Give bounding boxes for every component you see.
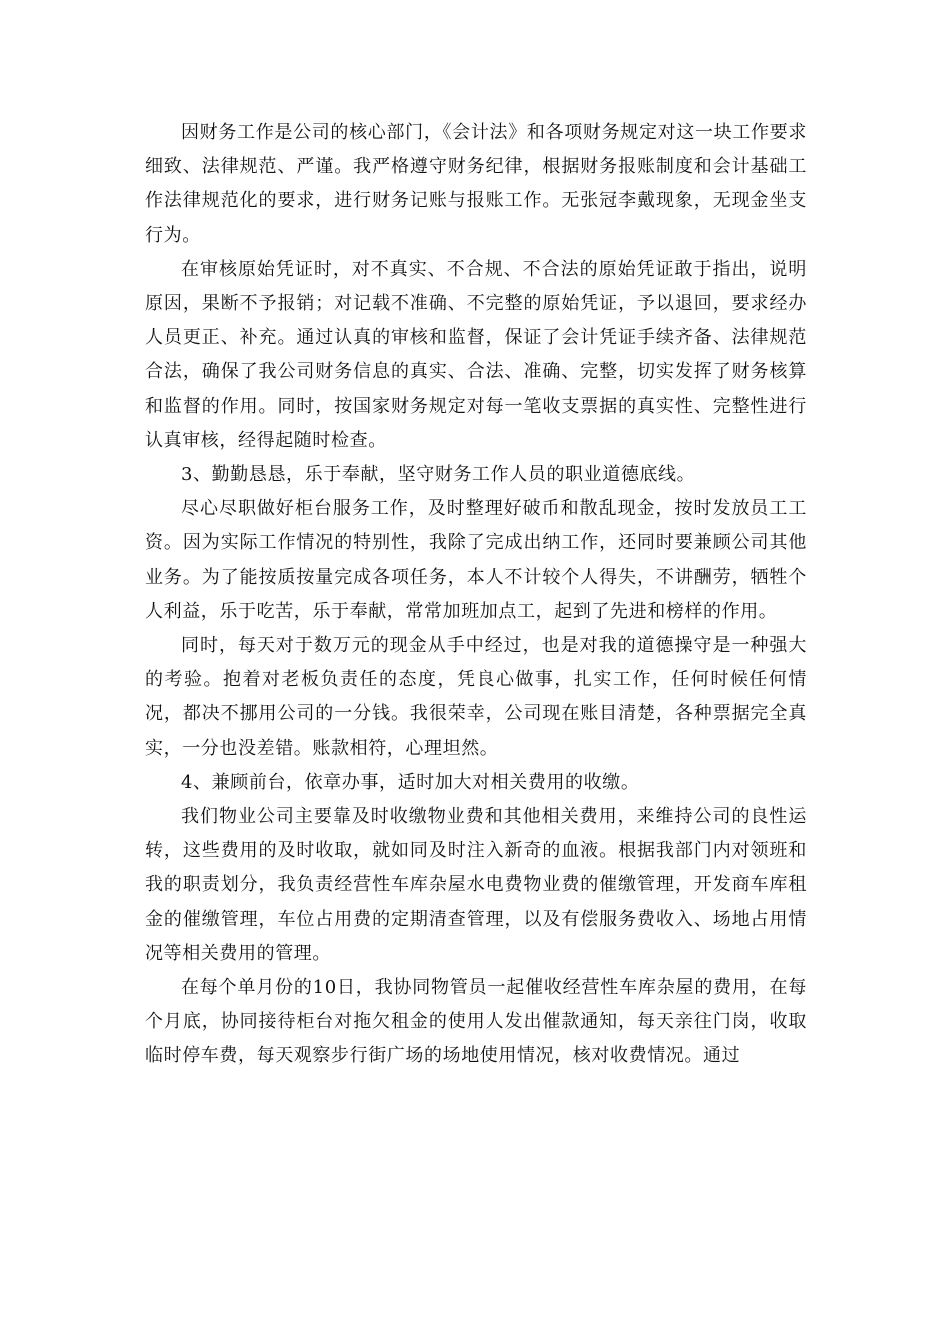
document-body bbox=[145, 116, 807, 1074]
paragraph-fee-collection: 我们物业公司主要靠及时收缴物业费和其他相关费用，来维持公司的良性运转，这些费用的及时收取，就如同及时注入新奇的血液。根据我部门内对领班和我的职责划分，我负责经营性车库杂屋水电费物业费的催缴管理，开发商车库租金的催缴管理，车位占用费的定期清查管理，以及有偿服务费收入、场地占用情况等相关费用的管理。 bbox=[145, 806, 807, 964]
paragraph-financial-discipline: 因财务工作是公司的核心部门，《会计法》和各项财务规定对这一块工作要求细致、法律规范、严谨。我严格遵守财务纪律，根据财务报账制度和会计基础工作法律规范化的要求，进行财务记账与报账工作。无张冠李戴现象，无现金坐支行为。 bbox=[145, 122, 807, 246]
paragraph-monthly-collection: 在每个单月份的10日，我协同物管员一起催收经营性车库杂屋的费用，在每个月底，协同接待柜台对拖欠租金的使用人发出催款通知，每天亲往门岗，收取临时停车费，每天观察步行街广场的场地使用情况，核对收费情况。通过 bbox=[145, 977, 807, 1067]
paragraph-voucher-review: 在审核原始凭证时，对不真实、不合规、不合法的原始凭证敢于指出，说明原因，果断不予报销；对记载不准确、不完整的原始凭证，予以退回，要求经办人员更正、补充。通过认真的审核和监督，保证了会计凭证手续齐备、法律规范合法，确保了我公司财务信息的真实、合法、准确、完整，切实发挥了财务核算和监督的作用。同时，按国家财务规定对每一笔收支票据的真实性、完整性进行认真审核，经得起随时检查。 bbox=[145, 258, 807, 451]
paragraph-counter-service: 尽心尽职做好柜台服务工作，及时整理好破币和散乱现金，按时发放员工工资。因为实际工作情况的特别性，我除了完成出纳工作，还同时要兼顾公司其他业务。为了能按质按量完成各项任务，本人不计较个人得失，不讲酬劳，牺牲个人利益，乐于吃苦，乐于奉献，常常加班加点工，起到了先进和榜样的作用。 bbox=[145, 498, 807, 622]
paragraph-moral-test: 同时，每天对于数万元的现金从手中经过，也是对我的道德操守是一种强大的考验。抱着对老板负责任的态度，凭良心做事，扎实工作，任何时候任何情况，都决不挪用公司的一分钱。我很荣幸，公司现在账目清楚，各种票据完全真实，一分也没差错。账款相符，心理坦然。 bbox=[145, 635, 807, 759]
heading-item-4: 4、兼顾前台，依章办事，适时加大对相关费用的收缴。 bbox=[181, 771, 640, 793]
heading-item-3: 3、勤勤恳恳，乐于奉献，坚守财务工作人员的职业道德底线。 bbox=[181, 464, 696, 486]
